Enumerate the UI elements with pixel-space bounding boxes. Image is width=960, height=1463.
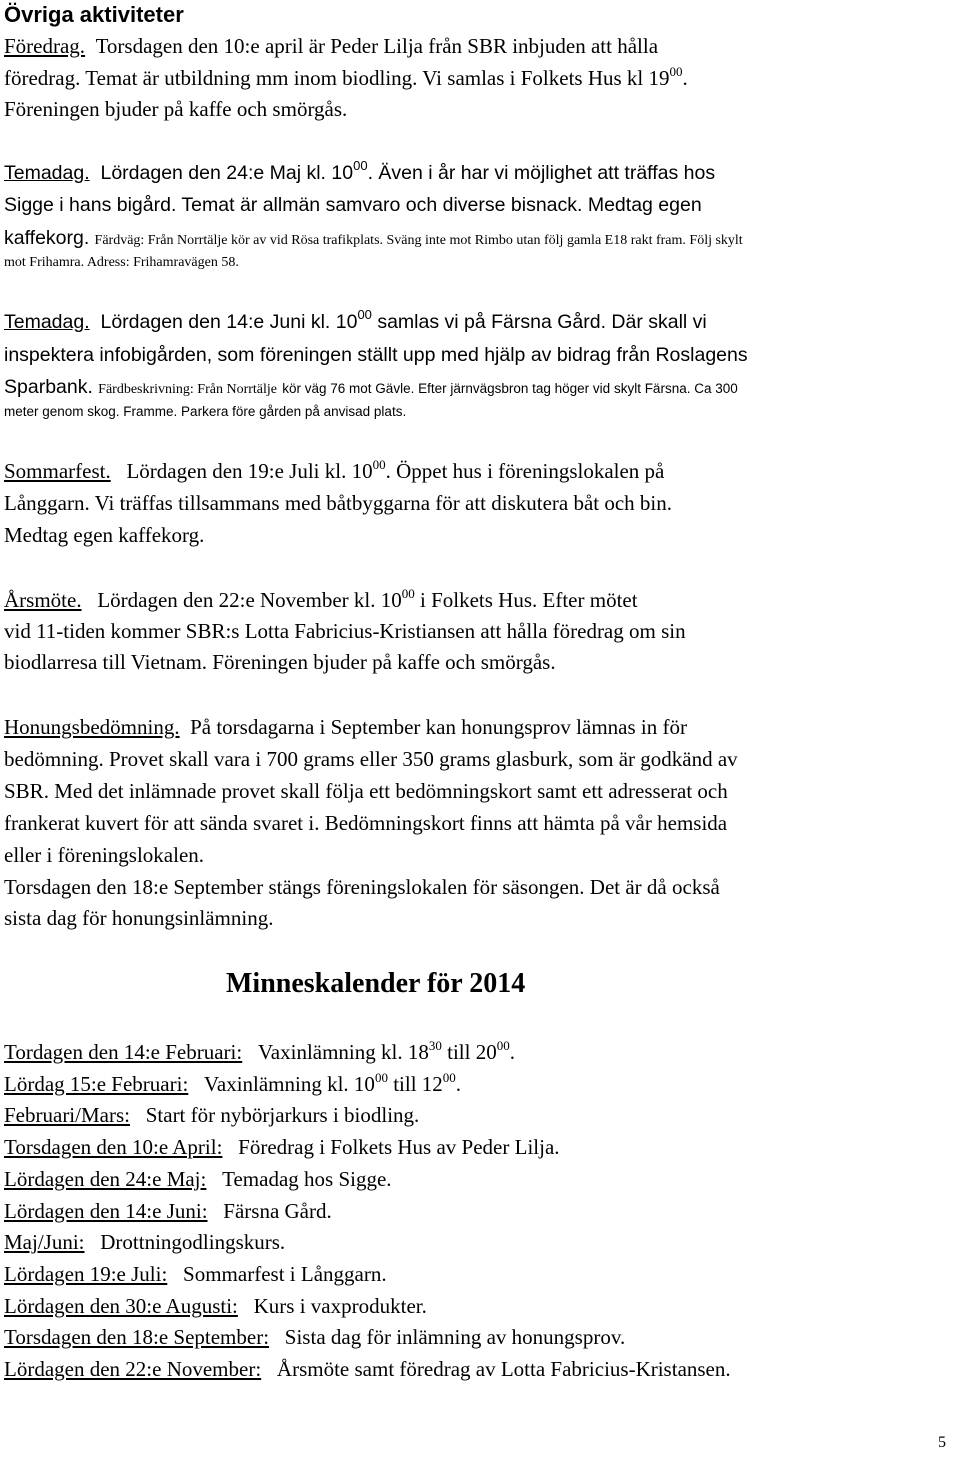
calendar-row [4,1100,419,1131]
honung-line-4: frankerat kuvert för att sända svaret i. Bedömningskort finns att hämta på vår hemsida [4,811,728,835]
sommarfest-label: Sommarfest. [4,459,111,483]
arsmote-text: i Folkets Hus. Efter mötet [420,588,638,612]
calendar-event: Vaxinlämning kl. 18 [257,1040,429,1064]
foredrag-text: Torsdagen den 10:e april är Peder Lilja från SBR inbjuden att hålla [95,34,659,58]
temadag1-line-4: mot Frihamra. Adress: Frihamravägen 58. [4,255,239,270]
sommarfest-text: . Öppet hus i föreningslokalen på [385,459,665,483]
temadag1-text: Lördagen den 24:e Maj kl. 10 [100,162,354,184]
calendar-date: Torsdagen den 18:e September: [4,1325,270,1350]
honung-line-5: eller i föreningslokalen. [4,843,205,867]
foredrag-label: Föredrag. [4,34,86,58]
calendar-event: Kurs i vaxprodukter. [253,1293,427,1318]
calendar-row [4,1354,731,1385]
honung-line-6: Torsdagen den 18:e September stängs föreningslokalen för säsongen. Det är då också [4,875,720,899]
superscript: 30 [428,1038,442,1053]
arsmote-line-3: biodlarresa till Vietnam. Föreningen bjuder på kaffe och smörgås. [4,650,556,674]
calendar-date: Februari/Mars: [4,1103,130,1128]
calendar-event: . [509,1040,515,1064]
arsmote-line-2: vid 11-tiden kommer SBR:s Lotta Fabricius-Kristiansen att hålla föredrag om sin [4,619,686,643]
page-number: 5 [938,1434,946,1451]
sommarfest-line-2: Långgarn. Vi träffas tillsammans med båtbyggarna för att diskutera båt och bin. [4,491,673,515]
temadag1-text: kaffekorg. [4,227,90,249]
calendar-event: Start för nybörjarkurs i biodling. [145,1103,420,1128]
calendar-row [4,1227,285,1258]
temadag1-line-2: Sigge i hans bigård. Temat är allmän samvaro och diverse bisnack. Medtag egen [4,194,702,216]
superscript: 00 [496,1038,510,1053]
foredrag-line-2 [4,63,688,94]
arsmote-line-1 [4,585,638,616]
calendar-date: Lördagen 19:e Juli: [4,1261,168,1286]
calendar-event: Drottningodlingskurs. [100,1230,286,1255]
arsmote-label: Årsmöte. [4,588,82,612]
calendar-event: Färsna Gård. [223,1198,332,1223]
superscript: 00 [669,64,683,79]
foredrag-line-3: Föreningen bjuder på kaffe och smörgås. [4,97,348,121]
temadag2-line-2: inspektera infobigården, som föreningen ställt upp med hjälp av bidrag från Roslagens [4,344,748,366]
calendar-date: Lördagen den 30:e Augusti: [4,1293,238,1318]
calendar-title: Minneskalender för 2014 [226,968,526,999]
foredrag-line-1 [4,31,658,62]
honung-text: På torsdagarna i September kan honungsprov lämnas in för [190,715,687,739]
honung-line-7: sista dag för honungsinlämning. [4,906,274,930]
section-heading: Övriga aktiviteter [4,2,184,27]
superscript: 00 [442,1069,456,1085]
calendar-date: Tordagen den 14:e Februari: [4,1040,243,1064]
calendar-event: Årsmöte samt föredrag av Lotta Fabricius-Kristansen. [276,1357,731,1381]
temadag2-line-4: meter genom skog. Framme. Parkera före gården på anvisad plats. [4,404,407,419]
temadag1-text: . Även i år har vi möjlighet att träffas hos [367,162,716,184]
calendar-row [4,1164,392,1195]
calendar-event: Sista dag för inlämning av honungsprov. [284,1325,626,1350]
calendar-row [4,1069,461,1100]
superscript: 00 [372,457,386,472]
superscript: 00 [374,1069,388,1085]
temadag2-line-1 [4,307,707,338]
calendar-event: Föredrag i Folkets Hus av Peder Lilja. [238,1135,560,1160]
superscript: 00 [401,586,415,601]
calendar-event: till 20 [441,1040,497,1064]
calendar-row [4,1291,427,1322]
calendar-date: Lördagen den 22:e November: [4,1357,262,1381]
calendar-row [4,1196,332,1227]
sommarfest-text: Lördagen den 19:e Juli kl. 10 [126,459,373,483]
calendar-event: Vaxinlämning kl. 10 [204,1071,375,1096]
calendar-date: Maj/Juni: [4,1230,85,1255]
calendar-row [4,1132,560,1163]
temadag2-directions: Färdbeskrivning: Från Norrtälje [98,382,278,397]
temadag2-text: samlas vi på Färsna Gård. Där skall vi [377,311,707,333]
honung-line-3: SBR. Med det inlämnade provet skall följa ett bedömningskort samt ett adresserat och [4,779,728,803]
temadag1-line-1 [4,158,715,189]
calendar-event: Sommarfest i Långgarn. [183,1261,387,1286]
sommarfest-line-3: Medtag egen kaffekorg. [4,523,205,547]
foredrag-text: föredrag. Temat är utbildning mm inom biodling. Vi samlas i Folkets Hus kl 19 [4,66,670,90]
honung-line-1 [4,712,687,743]
temadag2-text: Sparbank. [4,376,93,398]
superscript: 00 [353,158,368,173]
honung-label: Honungsbedömning. [4,715,180,739]
calendar-date: Lördagen den 14:e Juni: [4,1198,208,1223]
calendar-date: Lördag 15:e Februari: [4,1071,189,1096]
calendar-row [4,1037,515,1068]
honung-line-2: bedömning. Provet skall vara i 700 grams eller 350 grams glasburk, som är godkänd av [4,747,738,771]
arsmote-text: Lördagen den 22:e November kl. 10 [97,588,402,612]
temadag-label: Temadag. [4,311,90,333]
temadag1-directions: Färdväg: Från Norrtälje kör av vid Rösa trafikplats. Sväng inte mot Rimbo utan följ gamla E18 rakt fram. Följ skylt [94,233,743,248]
temadag2-directions: kör väg 76 mot Gävle. Efter järnvägsbron tag höger vid skylt Färsna. Ca 300 [282,381,738,396]
superscript: 00 [357,307,372,322]
temadag2-text: Lördagen den 14:e Juni kl. 10 [100,311,358,333]
temadag-label: Temadag. [4,162,90,184]
sommarfest-line-1 [4,456,664,487]
calendar-row [4,1259,387,1290]
calendar-event: . [455,1071,462,1096]
calendar-date: Lördagen den 24:e Maj: [4,1166,207,1191]
foredrag-text: . [682,66,688,90]
calendar-date: Torsdagen den 10:e April: [4,1135,223,1160]
calendar-row [4,1322,625,1353]
calendar-event: Temadag hos Sigge. [222,1166,392,1191]
calendar-event: till 12 [387,1071,443,1096]
